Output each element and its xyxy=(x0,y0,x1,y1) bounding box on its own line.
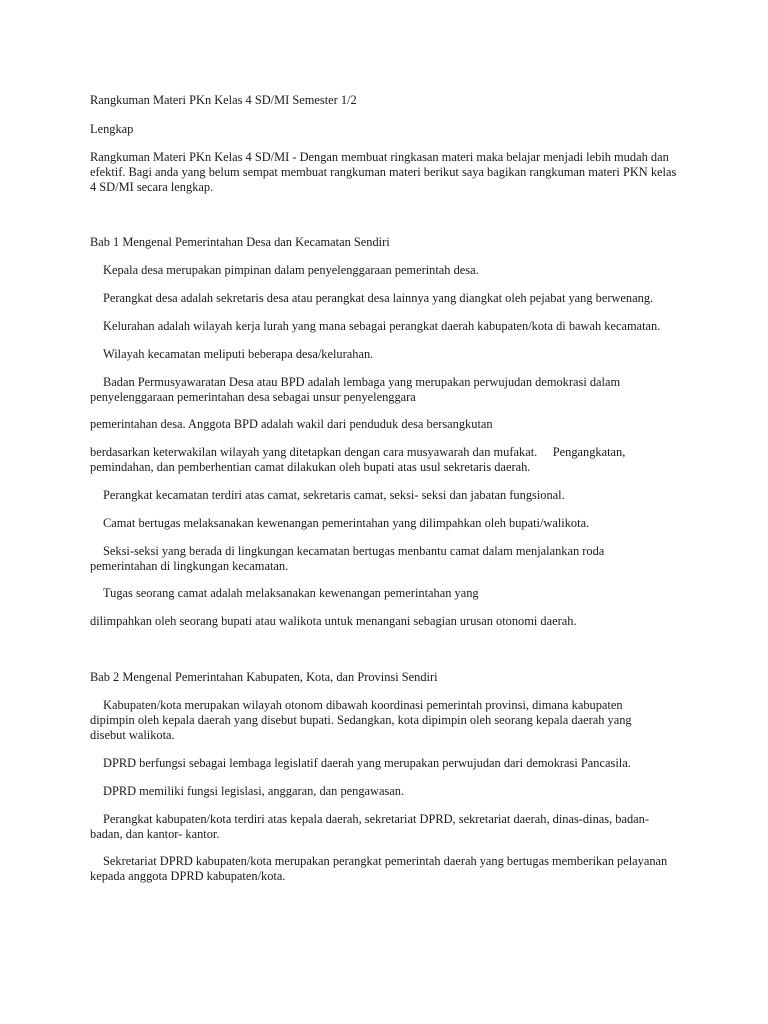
document-subtitle: Lengkap xyxy=(90,122,134,136)
bab1-paragraph: Camat bertugas melaksanakan kewenangan pemerintahan yang dilimpahkan oleh bupati/walikota. xyxy=(103,516,590,530)
bab2-heading: Bab 2 Mengenal Pemerintahan Kabupaten, Kota, dan Provinsi Sendiri xyxy=(90,670,438,684)
bab2-paragraph: DPRD berfungsi sebagai lembaga legislatif daerah yang merupakan perwujudan dari demokrasi Pancasila. xyxy=(103,756,631,770)
bab1-paragraph: berdasarkan keterwakilan wilayah yang ditetapkan dengan cara musyawarah dan mufakat. Pengangkatan, pemindahan, dan pemberhentian camat dilakukan oleh bupati atas usul sekretaris daerah. xyxy=(90,445,629,475)
bab2-paragraph: Kabupaten/kota merupakan wilayah otonom dibawah koordinasi pemerintah provinsi, dimana kabupaten dipimpin oleh kepala daerah yang disebut bupati. Sedangkan, kota dipimpin oleh seorang kepala daerah yang disebut walikota. xyxy=(90,698,632,743)
intro-paragraph: Rangkuman Materi PKn Kelas 4 SD/MI - Dengan membuat ringkasan materi maka belajar menjadi lebih mudah dan efektif. Bagi anda yang belum sempat membuat rangkuman materi berikut saya bagikan rangkuman materi PKN kelas 4 SD/MI secara lengkap. xyxy=(90,150,677,195)
bab2-paragraph: DPRD memiliki fungsi legislasi, anggaran, dan pengawasan. xyxy=(103,784,405,798)
bab1-paragraph: Perangkat desa adalah sekretaris desa atau perangkat desa lainnya yang diangkat oleh pejabat yang berwenang. xyxy=(103,291,654,305)
bab1-paragraph: Wilayah kecamatan meliputi beberapa desa/kelurahan. xyxy=(103,347,374,361)
bab1-paragraph: Badan Permusyawaratan Desa atau BPD adalah lembaga yang merupakan perwujudan demokrasi dalam penyelenggaraan pemerintahan desa sebagai unsur penyelenggara xyxy=(90,375,621,405)
bab1-paragraph: Tugas seorang camat adalah melaksanakan kewenangan pemerintahan yang xyxy=(103,586,479,600)
bab1-paragraph: Perangkat kecamatan terdiri atas camat, sekretaris camat, seksi- seksi dan jabatan fungsional. xyxy=(103,488,565,502)
bab2-paragraph: Sekretariat DPRD kabupaten/kota merupakan perangkat pemerintah daerah yang bertugas memberikan pelayanan kepada anggota DPRD kabupaten/kota. xyxy=(90,854,668,884)
bab1-paragraph: Kelurahan adalah wilayah kerja lurah yang mana sebagai perangkat daerah kabupaten/kota di bawah kecamatan. xyxy=(103,319,661,333)
bab1-paragraph: pemerintahan desa. Anggota BPD adalah wakil dari penduduk desa bersangkutan xyxy=(90,417,493,431)
bab1-paragraph: Seksi-seksi yang berada di lingkungan kecamatan bertugas menbantu camat dalam menjalankan roda pemerintahan di lingkungan kecamatan. xyxy=(90,544,605,574)
bab2-paragraph: Perangkat kabupaten/kota terdiri atas kepala daerah, sekretariat DPRD, sekretariat daerah, dinas-dinas, badan-badan, dan kantor- kantor. xyxy=(90,812,649,842)
document-title: Rangkuman Materi PKn Kelas 4 SD/MI Semester 1/2 xyxy=(90,93,357,107)
bab1-paragraph: dilimpahkan oleh seorang bupati atau walikota untuk menangani sebagian urusan otonomi daerah. xyxy=(90,614,577,628)
bab1-paragraph: Kepala desa merupakan pimpinan dalam penyelenggaraan pemerintah desa. xyxy=(103,263,479,277)
bab1-heading: Bab 1 Mengenal Pemerintahan Desa dan Kecamatan Sendiri xyxy=(90,235,390,249)
